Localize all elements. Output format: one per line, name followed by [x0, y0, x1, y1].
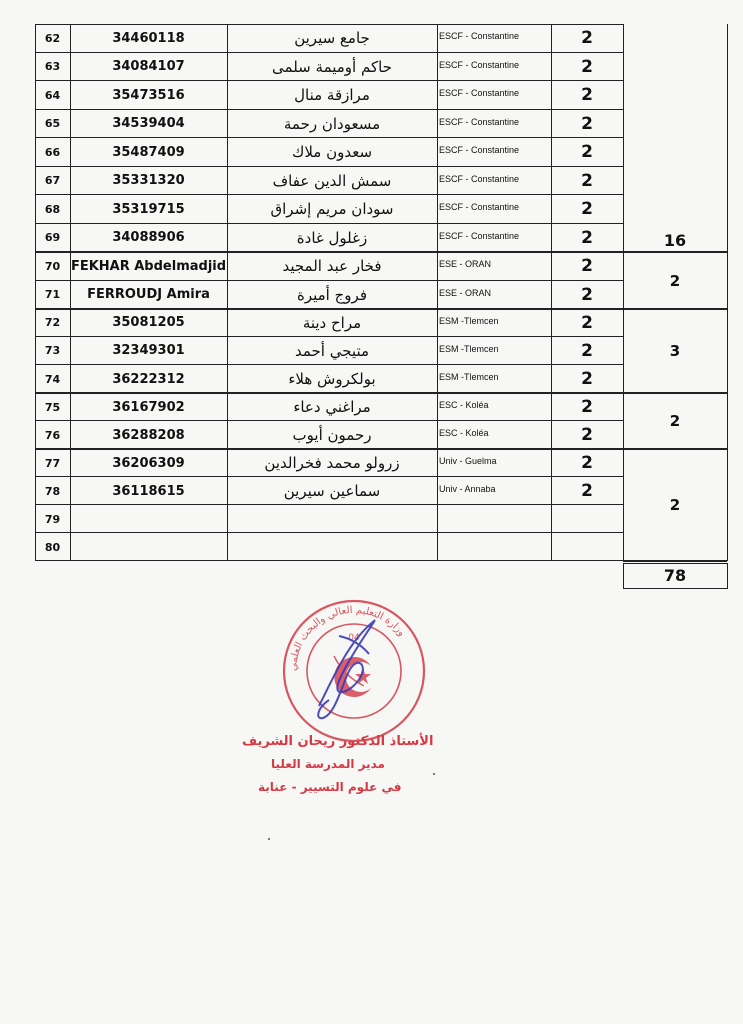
student-id: 34088906: [112, 230, 185, 246]
row-value: 2: [581, 425, 593, 445]
row-value: 2: [581, 28, 593, 49]
student-id: 32349301: [112, 343, 185, 359]
student-name-arabic: رحمون أيوب: [292, 426, 372, 444]
row-number: 79: [44, 512, 61, 526]
student-id: 35081205: [112, 315, 185, 331]
row-number: 71: [44, 288, 61, 302]
total-box-rule: [623, 588, 727, 589]
column-rule: [70, 24, 71, 561]
signatory-name: الأستاذ الدكتور ريحان الشريف: [242, 734, 434, 749]
scan-speck: [268, 838, 270, 840]
institution: ESCF - Constantine: [439, 59, 520, 70]
student-id: 36288208: [112, 427, 185, 443]
student-id: 36206309: [112, 455, 185, 471]
row-number: 65: [44, 117, 61, 131]
row-value: 2: [581, 199, 593, 220]
row-value: 2: [581, 453, 593, 473]
student-name-arabic: سعدون ملاك: [291, 143, 373, 162]
student-name-arabic: زرولو محمد فخرالدين: [264, 454, 400, 472]
row-number: 75: [44, 400, 61, 414]
student-id: [70, 505, 227, 533]
stamp-number: 04: [348, 633, 360, 643]
student-id: FERROUDJ Amira: [87, 287, 210, 303]
student-id: [70, 533, 227, 561]
group-divider: [35, 392, 623, 394]
student-id: 35331320: [112, 173, 185, 189]
row-value: 2: [581, 481, 593, 501]
group-total: 2: [669, 496, 681, 514]
student-name-arabic: مراغني دعاء: [293, 398, 371, 416]
student-name-arabic: فخار عبد المجيد: [282, 257, 382, 276]
row-number: 67: [44, 174, 61, 188]
row-value: 2: [581, 397, 593, 417]
institution: Univ - Guelma: [439, 456, 497, 466]
group-total: 2: [669, 412, 681, 430]
student-name-arabic: زغلول غادة: [296, 228, 368, 247]
row-number: 68: [44, 202, 61, 216]
row-value: 2: [581, 256, 593, 277]
row-number: 69: [44, 231, 61, 245]
total-box-rule: [623, 563, 624, 588]
student-name-arabic: سماعين سيرين: [283, 482, 381, 500]
student-id: FEKHAR Abdelmadjid: [70, 258, 227, 274]
row-number: 78: [44, 484, 61, 498]
student-id: 34460118: [112, 30, 185, 46]
row-number: 72: [44, 316, 61, 330]
group-total: 3: [669, 342, 681, 360]
group-divider: [623, 560, 727, 562]
total-box-rule: [727, 563, 728, 589]
student-name-arabic: حاكم أوميمة سلمى: [272, 57, 392, 76]
signatory-title: مدير المدرسة العليا: [271, 757, 385, 771]
student-id: 36167902: [112, 399, 185, 415]
row-number: 70: [44, 259, 61, 273]
row-value: 2: [581, 113, 593, 134]
stamp-ring-text: وزارة التعليم العالي والبحث العلمي: [287, 604, 408, 672]
total-box-rule: [623, 563, 727, 564]
table-rule: [35, 24, 623, 25]
official-stamp: [279, 596, 429, 746]
institution: [437, 533, 551, 561]
institution: [437, 505, 551, 533]
row-number: 64: [44, 88, 61, 102]
row-value: 2: [581, 312, 593, 333]
student-name-arabic: متيجي أحمد: [294, 341, 370, 360]
institution: ESCF - Constantine: [439, 88, 520, 98]
row-number: 77: [44, 456, 61, 470]
row-number: 80: [44, 540, 61, 554]
group-divider: [35, 448, 623, 450]
student-name-arabic: [227, 533, 437, 561]
student-name-arabic: سمش الدين عفاف: [272, 171, 392, 190]
scan-speck: [433, 773, 435, 775]
row-number: 74: [44, 372, 61, 386]
student-id: 35487409: [112, 144, 185, 160]
student-name-arabic: [227, 505, 437, 533]
column-rule: [623, 24, 624, 561]
column-rule: [727, 24, 728, 561]
student-id: 36118615: [112, 483, 185, 499]
student-id: 36222312: [112, 371, 185, 387]
institution: ESCF - Constantine: [439, 145, 520, 155]
institution: ESE - ORAN: [439, 287, 492, 298]
student-name-arabic: فروج أميرة: [296, 285, 367, 304]
student-id: 35319715: [112, 201, 185, 217]
institution: Univ - Annaba: [439, 484, 496, 494]
row-value: 2: [581, 85, 593, 106]
group-total: 16: [663, 231, 687, 250]
row-value: 2: [581, 284, 593, 305]
institution: ESE - ORAN: [439, 259, 492, 269]
column-rule: [35, 24, 36, 561]
student-name-arabic: مراح دينة: [302, 313, 362, 332]
row-value: 2: [581, 340, 593, 361]
row-value: [551, 533, 623, 561]
institution: ESM -Tlemcen: [439, 343, 499, 354]
column-rule: [227, 24, 228, 561]
row-value: 2: [581, 369, 593, 389]
row-number: 66: [44, 145, 61, 159]
institution: ESC - Koléa: [439, 428, 489, 438]
student-id: 35473516: [112, 87, 185, 103]
row-number: 63: [44, 60, 61, 74]
row-value: [551, 505, 623, 533]
institution: ESCF - Constantine: [439, 173, 520, 184]
row-value: 2: [581, 142, 593, 163]
row-value: 2: [581, 170, 593, 191]
row-value: 2: [581, 56, 593, 77]
institution: ESM -Tlemcen: [439, 316, 499, 326]
student-name-arabic: مرازقة منال: [294, 86, 370, 105]
institution: ESCF - Constantine: [439, 116, 520, 127]
row-number: 73: [44, 344, 61, 358]
row-number: 62: [44, 31, 61, 45]
row-value: 2: [581, 227, 593, 248]
column-rule: [437, 24, 438, 561]
group-divider: [35, 308, 623, 310]
student-name-arabic: بولكروش هلاء: [288, 370, 376, 388]
signatory-school: في علوم التسيير - عنابة: [258, 780, 402, 794]
institution: ESCF - Constantine: [439, 202, 520, 212]
student-id: 34539404: [112, 116, 185, 132]
student-name-arabic: مسعودان رحمة: [283, 114, 381, 133]
institution: ESC - Koléa: [439, 400, 489, 410]
student-name-arabic: جامع سيرين: [294, 29, 370, 48]
row-number: 76: [44, 428, 61, 442]
table-rule: [35, 560, 623, 561]
student-name-arabic: سودان مريم إشراق: [270, 200, 394, 219]
grand-total: 78: [663, 566, 687, 585]
institution: ESCF - Constantine: [439, 31, 520, 41]
institution: ESM -Tlemcen: [439, 372, 499, 382]
student-id: 34084107: [112, 59, 185, 75]
institution: ESCF - Constantine: [439, 230, 520, 241]
group-total: 2: [669, 271, 681, 290]
group-divider: [35, 251, 623, 253]
column-rule: [551, 24, 552, 561]
